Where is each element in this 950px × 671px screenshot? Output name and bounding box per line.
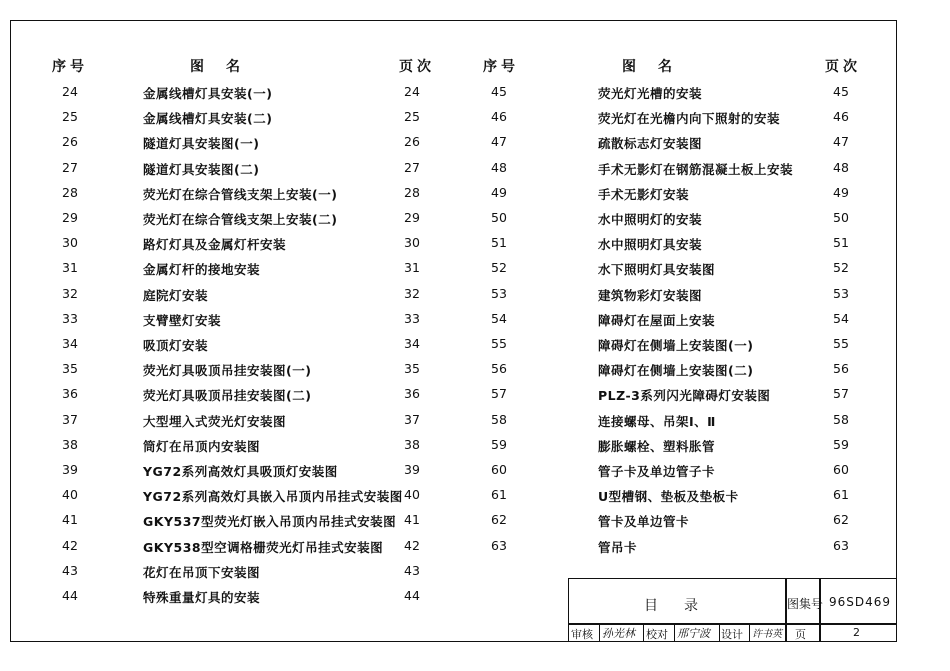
check-label: 校对 [646, 628, 668, 641]
entry-seq: 35 [62, 361, 78, 377]
atlas-number: 96SD469 [829, 595, 892, 609]
entry-seq: 40 [62, 487, 78, 503]
entry-title: 路灯灯具及金属灯杆安装 [143, 237, 287, 253]
entry-page: 52 [833, 260, 849, 276]
entry-seq: 45 [491, 84, 507, 99]
entry-page: 35 [404, 361, 420, 377]
entry-title: 大型埋入式荧光灯安装图 [143, 413, 287, 429]
entry-seq: 49 [491, 184, 507, 200]
entry-seq: 34 [62, 336, 78, 351]
entry-title: 障碍灯在屋面上安装 [598, 312, 716, 328]
entry-page: 50 [833, 210, 849, 225]
review-label: 审核 [571, 628, 593, 641]
entry-seq: 24 [62, 84, 78, 99]
entry-page: 44 [404, 588, 420, 603]
entry-seq: 52 [491, 260, 507, 276]
entry-seq: 57 [491, 386, 507, 402]
entry-title: 连接螺母、吊架Ⅰ、Ⅱ [598, 413, 716, 429]
entry-title: 手术无影灯在钢筋混凝土板上安装 [598, 161, 794, 177]
entry-title: 筒灯在吊顶内安装图 [143, 438, 261, 454]
entry-page: 62 [833, 512, 849, 528]
entry-seq: 36 [62, 386, 78, 402]
right-header-seq: 序号 [483, 59, 519, 75]
entry-title: 手术无影灯安装 [598, 186, 690, 202]
entry-seq: 60 [491, 462, 507, 477]
entry-page: 27 [404, 159, 420, 175]
entry-page: 39 [404, 462, 420, 477]
entry-page: 37 [404, 411, 420, 427]
entry-page: 54 [833, 310, 849, 326]
entry-title: 水中照明灯的安装 [598, 212, 703, 227]
entry-title: 荧光灯在综合管线支架上安装(二) [143, 212, 338, 227]
entry-title: 金属灯杆的接地安装 [143, 262, 261, 278]
entry-seq: 46 [491, 109, 507, 125]
entry-page: 40 [404, 487, 420, 503]
entry-page: 46 [833, 109, 849, 125]
entry-page: 61 [833, 487, 849, 503]
title-block [568, 578, 897, 642]
entry-page: 33 [404, 310, 420, 326]
entry-seq: 31 [62, 260, 78, 276]
entry-page: 59 [833, 436, 849, 452]
entry-title: 管吊卡 [598, 539, 638, 555]
entry-page: 38 [404, 436, 420, 452]
entry-title: 建筑物彩灯安装图 [598, 287, 703, 303]
entry-page: 56 [833, 361, 849, 377]
entry-seq: 61 [491, 487, 507, 503]
entry-seq: 44 [62, 588, 78, 603]
entry-title: YG72系列高效灯具嵌入吊顶内吊挂式安装图 [143, 489, 403, 505]
entry-page: 53 [833, 285, 849, 301]
entry-title: 荧光灯具吸顶吊挂安装图(一) [143, 363, 312, 379]
entry-seq: 41 [62, 512, 78, 528]
entry-seq: 51 [491, 235, 507, 251]
design-label: 设计 [721, 628, 743, 641]
entry-title: 管卡及单边管卡 [598, 514, 690, 530]
entry-title: 特殊重量灯具的安装 [143, 590, 261, 605]
entry-title: 金属线槽灯具安装(一) [143, 86, 273, 101]
right-header-page: 页次 [825, 59, 861, 75]
entry-page: 25 [404, 109, 420, 125]
entry-page: 34 [404, 336, 420, 351]
entry-title: 隧道灯具安装图(一) [143, 136, 260, 152]
entry-page: 24 [404, 84, 420, 99]
entry-seq: 63 [491, 537, 507, 553]
entry-page: 49 [833, 184, 849, 200]
entry-seq: 47 [491, 134, 507, 150]
entry-title: U型槽钢、垫板及垫板卡 [598, 489, 739, 505]
entry-title: 水下照明灯具安装图 [598, 262, 716, 278]
left-header-seq: 序号 [52, 59, 88, 75]
entry-seq: 48 [491, 159, 507, 175]
page-number: 2 [853, 626, 860, 639]
entry-title: 荧光灯在综合管线支架上安装(一) [143, 186, 338, 202]
entry-page: 29 [404, 210, 420, 225]
entry-page: 45 [833, 84, 849, 99]
entry-title: 疏散标志灯安装图 [598, 136, 703, 152]
atlas-label: 图集号 [787, 597, 824, 611]
design-signature: 许书英 [752, 629, 782, 640]
entry-title: 庭院灯安装 [143, 287, 209, 303]
review-signature: 孙光林 [602, 627, 635, 640]
entry-page: 58 [833, 411, 849, 427]
entry-seq: 27 [62, 159, 78, 175]
page-label: 页 [795, 628, 806, 641]
entry-title: 膨胀螺栓、塑料胀管 [598, 438, 716, 454]
entry-page: 57 [833, 386, 849, 402]
entry-seq: 38 [62, 436, 78, 452]
entry-seq: 39 [62, 462, 78, 477]
entry-page: 60 [833, 462, 849, 477]
entry-title: GKY537型荧光灯嵌入吊顶内吊挂式安装图 [143, 514, 397, 530]
entry-title: GKY538型空调格栅荧光灯吊挂式安装图 [143, 539, 384, 555]
entry-page: 31 [404, 260, 420, 276]
entry-seq: 25 [62, 109, 78, 125]
entry-seq: 62 [491, 512, 507, 528]
entry-seq: 32 [62, 285, 78, 301]
entry-title: 吸顶灯安装 [143, 338, 209, 353]
entry-title: 障碍灯在侧墙上安装图(二) [598, 363, 754, 379]
entry-seq: 59 [491, 436, 507, 452]
entry-title: PLZ-3系列闪光障碍灯安装图 [598, 388, 771, 404]
entry-page: 30 [404, 235, 420, 251]
entry-page: 55 [833, 336, 849, 351]
entry-seq: 30 [62, 235, 78, 251]
entry-page: 42 [404, 537, 420, 553]
entry-page: 28 [404, 184, 420, 200]
entry-title: YG72系列高效灯具吸顶灯安装图 [143, 464, 338, 479]
left-header-page: 页次 [399, 59, 435, 75]
entry-title: 荧光灯具吸顶吊挂安装图(二) [143, 388, 312, 404]
entry-title: 花灯在吊顶下安装图 [143, 564, 261, 580]
entry-page: 32 [404, 285, 420, 301]
entry-page: 47 [833, 134, 849, 150]
entry-title: 支臂壁灯安装 [143, 312, 222, 328]
entry-seq: 53 [491, 285, 507, 301]
entry-page: 26 [404, 134, 420, 150]
right-header-name: 图 名 [622, 59, 676, 75]
entry-seq: 56 [491, 361, 507, 377]
doc-title: 目 录 [644, 598, 704, 614]
entry-title: 水中照明灯具安装 [598, 237, 703, 253]
entry-page: 41 [404, 512, 420, 528]
check-signature: 邢宁波 [677, 627, 710, 640]
entry-seq: 28 [62, 184, 78, 200]
entry-title: 管子卡及单边管子卡 [598, 464, 716, 479]
entry-seq: 43 [62, 562, 78, 578]
entry-title: 荧光灯光槽的安装 [598, 86, 703, 101]
entry-seq: 55 [491, 336, 507, 351]
entry-seq: 58 [491, 411, 507, 427]
entry-page: 43 [404, 562, 420, 578]
entry-seq: 37 [62, 411, 78, 427]
entry-title: 金属线槽灯具安装(二) [143, 111, 273, 127]
entry-page: 36 [404, 386, 420, 402]
entry-title: 隧道灯具安装图(二) [143, 161, 260, 177]
entry-page: 51 [833, 235, 849, 251]
entry-page: 63 [833, 537, 849, 553]
entry-seq: 42 [62, 537, 78, 553]
entry-page: 48 [833, 159, 849, 175]
entry-seq: 26 [62, 134, 78, 150]
entry-title: 障碍灯在侧墙上安装图(一) [598, 338, 754, 353]
entry-seq: 29 [62, 210, 78, 225]
entry-title: 荧光灯在光檐内向下照射的安装 [598, 111, 781, 127]
entry-seq: 50 [491, 210, 507, 225]
entry-seq: 33 [62, 310, 78, 326]
left-header-name: 图 名 [190, 59, 244, 75]
entry-seq: 54 [491, 310, 507, 326]
